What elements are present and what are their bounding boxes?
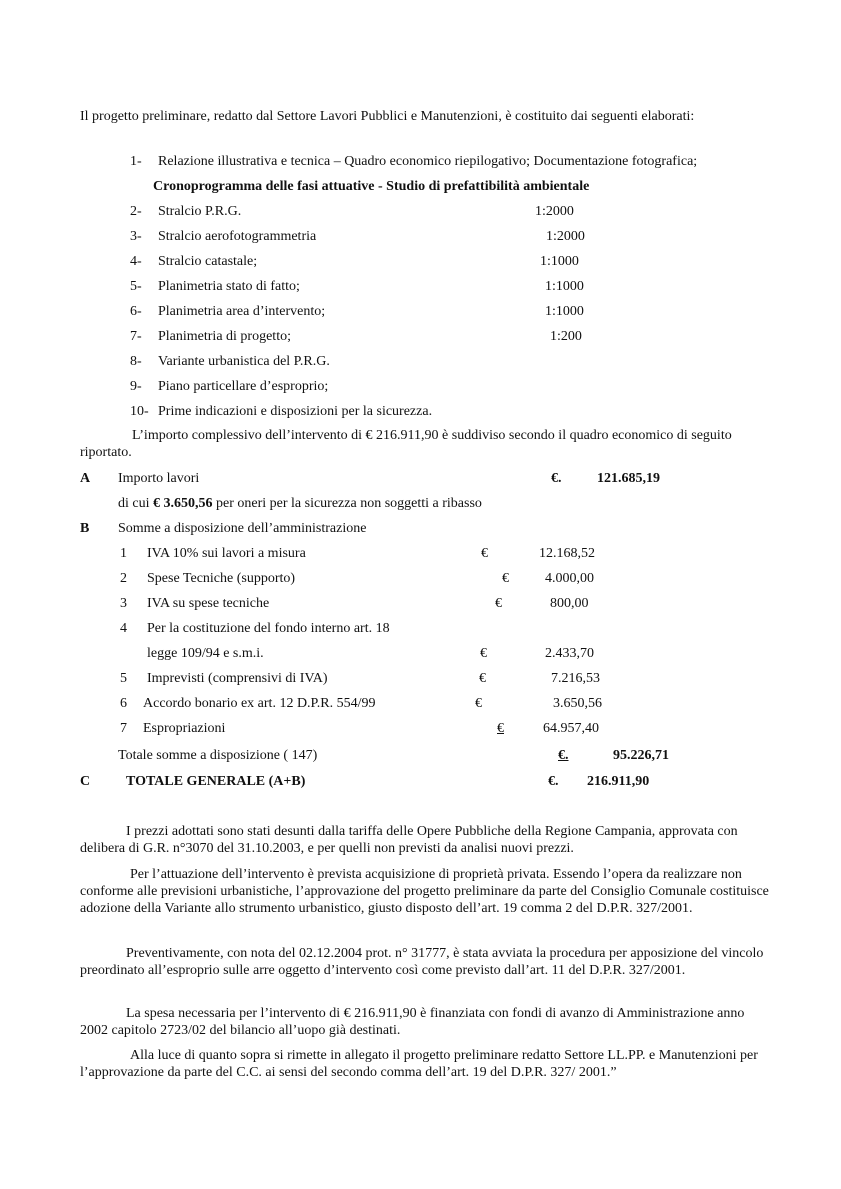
cost-item-number: 2: [120, 571, 127, 586]
currency-symbol: €.: [551, 471, 562, 486]
cost-item-amount: 7.216,53: [551, 671, 600, 686]
cost-item-number: 1: [120, 546, 127, 561]
cost-item-amount-underlined: [497, 720, 599, 737]
note-prefix: di cui: [118, 496, 153, 511]
currency-symbol: €: [502, 571, 509, 586]
grand-total-amount: 216.911,90: [587, 774, 650, 789]
list-item-text: Stralcio aerofotogrammetria: [158, 229, 317, 244]
list-item-number: 2-: [130, 204, 142, 219]
grand-total-label: TOTALE GENERALE (A+B): [126, 774, 306, 789]
cost-item-amount: 2.433,70: [545, 646, 594, 661]
section-letter: C: [80, 774, 91, 789]
cost-item-label: IVA 10% sui lavori a misura: [147, 546, 306, 561]
body-paragraph: I prezzi adottati sono stati desunti dalla tariffa delle Opere Pubbliche della Regione Campania, approvata con delibera di G.R. n°3070 del 31.10.2003, e per quelli non previsti da analisi nuovi prezzi.: [80, 824, 738, 856]
cost-item-label: Espropriazioni: [143, 721, 226, 736]
cost-item-label: Spese Tecniche (supporto): [147, 571, 296, 586]
list-item-number: 7-: [130, 329, 142, 344]
currency-symbol: €.: [548, 774, 559, 789]
list-item-number: 3-: [130, 229, 142, 244]
list-item-number: 6-: [130, 304, 142, 319]
cost-item-number: 4: [120, 621, 127, 636]
list-item-text: Stralcio catastale;: [158, 254, 258, 269]
list-item-scale: 1:1000: [545, 279, 584, 294]
cost-item-label: Per la costituzione del fondo interno art. 18: [147, 621, 390, 636]
subtotal-label: Totale somme a disposizione ( 147): [118, 748, 318, 763]
currency-symbol: €.: [558, 748, 569, 763]
cost-item-number: 5: [120, 671, 127, 686]
list-item-scale: 1:1000: [545, 304, 584, 319]
cost-item-amount: 3.650,56: [553, 696, 602, 711]
cost-item-amount: 800,00: [550, 596, 589, 611]
cost-item-label: IVA su spese tecniche: [147, 596, 270, 611]
currency-symbol: €: [481, 546, 488, 561]
list-item-number: 4-: [130, 254, 142, 269]
section-letter: B: [80, 521, 90, 536]
section-amount: 121.685,19: [597, 471, 660, 486]
subtotal-amount: 95.226,71: [613, 748, 669, 763]
cost-item-label: Imprevisti (comprensivi di IVA): [147, 671, 328, 686]
list-item-scale: 1:200: [550, 329, 582, 344]
intro-paragraph: Il progetto preliminare, redatto dal Settore Lavori Pubblici e Manutenzioni, è costituito dai seguenti elaborati:: [80, 109, 695, 124]
list-item-text: Planimetria di progetto;: [158, 329, 291, 344]
body-paragraph: La spesa necessaria per l’intervento di € 216.911,90 è finanziata con fondi di avanzo di Amministrazione anno 2002 capitolo 2723/02 del bilancio all’uopo già destinati.: [80, 1006, 745, 1038]
subtotal-amount-underlined: [558, 747, 669, 764]
list-item-text-bold: Cronoprogramma delle fasi attuative - Studio di prefattibilità ambientale: [153, 179, 590, 194]
list-item-number: 5-: [130, 279, 142, 294]
list-item-number: 1-: [130, 154, 142, 169]
list-item-text: Piano particellare d’esproprio;: [158, 379, 329, 394]
currency-symbol: €: [475, 696, 482, 711]
currency-symbol: €: [479, 671, 486, 686]
cost-item-label: Accordo bonario ex art. 12 D.P.R. 554/99: [143, 696, 376, 711]
body-paragraph: Preventivamente, con nota del 02.12.2004 prot. n° 31777, è stata avviata la procedura per apposizione del vincolo preordinato all’esproprio sulle arre oggetto d’intervento così come previsto dall’art. 11 del D.P.R. 327/2001.: [80, 946, 764, 978]
list-item-scale: 1:1000: [540, 254, 579, 269]
currency-symbol: €: [495, 596, 502, 611]
list-item-text: Planimetria stato di fatto;: [158, 279, 300, 294]
cost-item-label-continued: legge 109/94 e s.m.i.: [147, 646, 264, 661]
list-item-text: Prime indicazioni e disposizioni per la sicurezza.: [158, 404, 433, 419]
body-paragraph: Per l’attuazione dell’intervento è prevista acquisizione di proprietà privata. Essendo l’opera da realizzare non conforme alle previsioni urbanistiche, l’approvazione del progetto preliminare da parte del Consiglio Comunale costituisce adozione della Variante allo strumento urbanistico, giusto disposto dell’art. 19 comma 2 del D.P.R. 327/2001.: [80, 867, 769, 916]
cost-item-amount: 64.957,40: [543, 721, 599, 736]
currency-symbol: €: [497, 721, 504, 736]
section-letter: A: [80, 471, 91, 486]
note-suffix: per oneri per la sicurezza non soggetti a ribasso: [212, 496, 482, 511]
list-item-scale: 1:2000: [546, 229, 585, 244]
currency-symbol: €: [480, 646, 487, 661]
cost-item-amount: 12.168,52: [539, 546, 595, 561]
note-amount: € 3.650,56: [153, 496, 213, 511]
section-label: Importo lavori: [118, 471, 200, 486]
list-item-text: Planimetria area d’intervento;: [158, 304, 326, 319]
cost-item-number: 7: [120, 721, 127, 736]
list-item-number: 8-: [130, 354, 142, 369]
safety-costs-note: [118, 495, 482, 512]
list-item-text: Stralcio P.R.G.: [158, 204, 242, 219]
body-paragraph: Alla luce di quanto sopra si rimette in allegato il progetto preliminare redatto Settore LL.PP. e Manutenzioni per l’approvazione da parte del C.C. ai sensi del secondo comma dell’art. 19 del D.P.R. 327/ 2001.”: [80, 1048, 758, 1080]
list-item-text: Variante urbanistica del P.R.G.: [158, 354, 330, 369]
list-item-number: 10-: [130, 404, 149, 419]
importo-intro-paragraph: L’importo complessivo dell’intervento di € 216.911,90 è suddiviso secondo il quadro economico di seguito riportato.: [80, 428, 732, 460]
list-item-text: Relazione illustrativa e tecnica – Quadro economico riepilogativo; Documentazione fotografica;: [158, 154, 698, 169]
cost-item-number: 6: [120, 696, 127, 711]
cost-item-amount: 4.000,00: [545, 571, 594, 586]
list-item-scale: 1:2000: [535, 204, 574, 219]
list-item-number: 9-: [130, 379, 142, 394]
cost-item-number: 3: [120, 596, 127, 611]
section-label: Somme a disposizione dell’amministrazione: [118, 521, 367, 536]
